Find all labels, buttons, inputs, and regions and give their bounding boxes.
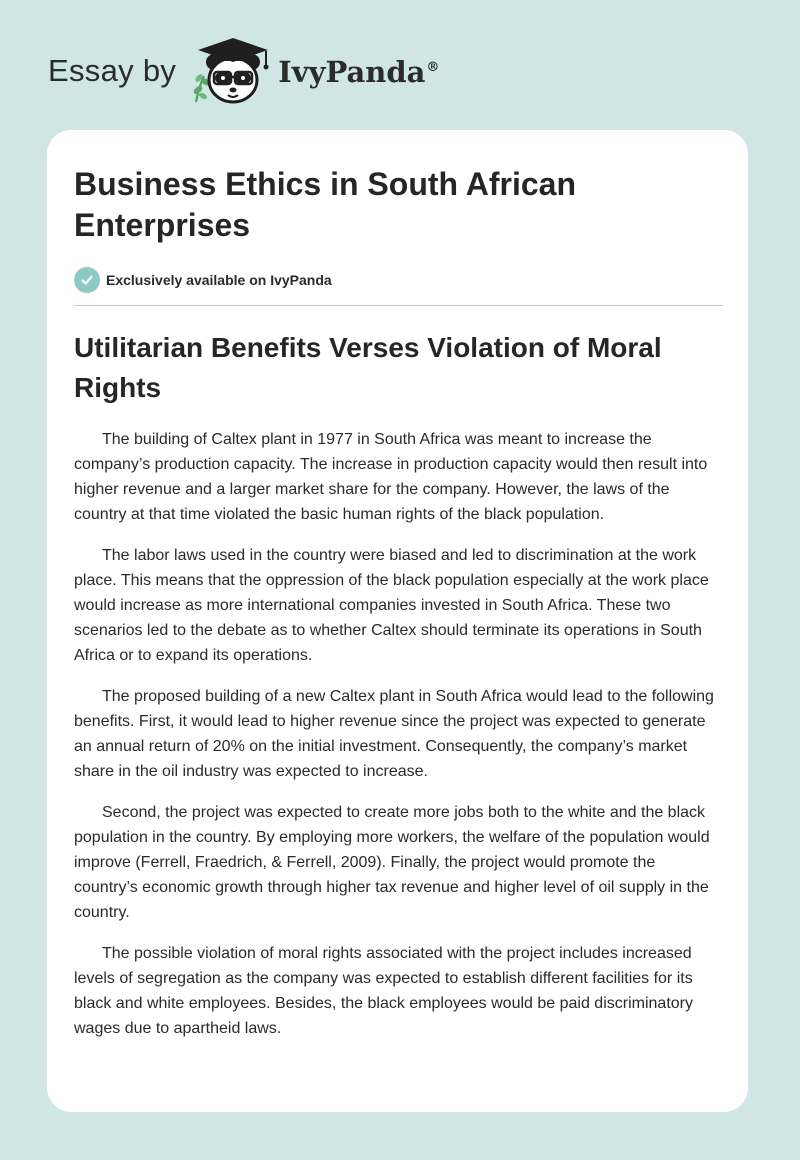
paragraph: The proposed building of a new Caltex plant in South Africa would lead to the following benefits. First, it would lead to higher revenue since the project was expected to generate an annual return of 20% on the initial investment. Consequently, the company’s market share in the oil industry was expected to increase. [74,688,714,780]
exclusive-badge [74,267,723,293]
section-heading: Utilitarian Benefits Verses Violation of Moral Rights [74,332,662,403]
divider [74,305,723,306]
essay-content [74,130,723,1041]
brand-prefix: Essay by [48,53,177,88]
brand-header [48,30,439,110]
essay-card [47,130,748,1112]
paragraph: The building of Caltex plant in 1977 in South Africa was meant to increase the company’s production capacity. The increase in production capacity would then result into higher revenue and a larger market share for the company. However, the laws of the country at that time violated the basic human rights of the black population. [74,431,708,523]
page-title: Business Ethics in South African Enterprises [74,166,577,243]
registered-mark: ® [426,60,440,76]
paragraph: Second, the project was expected to create more jobs both to the white and the black population in the country. By employing more workers, the welfare of the population would improve (Ferrell, Fraedrich, & Ferrell, 2009). Finally, the project would promote the country’s economic growth through higher tax revenue and higher level of oil supply in the country. [74,804,710,921]
badge-text: Exclusively available on IvyPanda [106,272,332,288]
paragraph: The possible violation of moral rights associated with the project includes increased levels of segregation as the company was expected to establish different facilities for its black and white employees. Besides, the black employees would be paid discriminatory wages due to apartheid laws. [74,945,693,1037]
brand-name: IvyPanda® [278,55,440,89]
paragraph: The labor laws used in the country were biased and led to discrimination at the work place. This means that the oppression of the black population especially at the work place would increase as more international companies invested in South Africa. These two scenarios led to the debate as to whether Caltex should terminate its operations in South Africa or to expand its operations. [74,547,709,664]
panda-logo-icon [188,32,276,108]
check-icon [74,267,100,293]
